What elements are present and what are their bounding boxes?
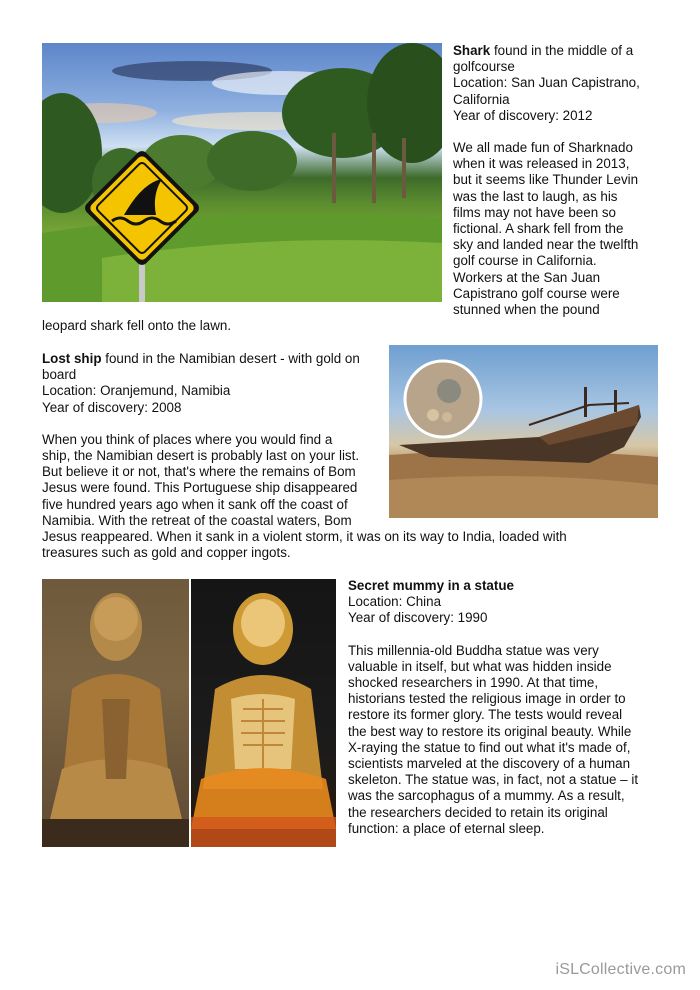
body-line: was the sarcophagus of a mummy. As a result, [348,788,625,804]
body-line: When you think of places where you would find a [42,431,333,447]
body-line: but it seems like Thunder Levin [453,172,639,188]
body-line: films may not have been so [453,204,617,220]
body-line: fictional. A shark fell from the [453,221,624,237]
body-line: function: a place of eternal sleep. [348,820,545,836]
body-line: scientists marveled at the discovery of a human [348,756,631,772]
year-line: Year of discovery: 2012 [453,107,593,123]
section-heading: Lost ship found in the Namibian desert - with gold on [42,351,360,366]
body-line: the researchers decided to retain its original [348,804,608,820]
body-line: Workers at the San Juan [453,269,601,285]
golf-course-shark-photo [42,43,442,302]
buddha-statue-photo [42,579,189,847]
body-line: Namibia. With the retreat of the coastal waters, Bom [42,512,352,528]
body-line: stunned when the pound [453,302,600,318]
body-line: restore its former glory. The tests would reveal [348,707,623,723]
body-line: was the last to laugh, as his [453,188,618,204]
body-line: the best way to restore its original beauty. While [348,723,632,739]
xray-mummy-photo [191,579,336,847]
body-line: sky and landed near the twelfth [453,237,639,253]
year-line: Year of discovery: 1990 [348,610,488,626]
body-line: skeleton. The statue was, in fact, not a statue – it [348,772,639,788]
body-line: treasures such as gold and copper ingots. [42,545,291,561]
body-line: This millennia-old Buddha statue was very [348,642,599,658]
watermark-text: iSLCollective.com [555,960,686,978]
location-line: California [453,91,510,107]
location-line: Location: Oranjemund, Namibia [42,383,231,399]
shark-text-tail: leopard shark fell onto the lawn. [42,318,232,333]
body-line: We all made fun of Sharknado [453,140,633,156]
year-line: Year of discovery: 2008 [42,399,182,415]
heading-bold: Lost ship [42,351,102,366]
body-line: five hundred years ago when it sank off the coast of [42,496,348,512]
section-heading: Shark found in the middle of a [453,43,634,58]
body-line: historians tested the religious image in order to [348,691,626,707]
shark-text-block [453,43,640,318]
body-line: Jesus were found. This Portuguese ship disappeared [42,480,358,496]
body-line: X-raying the statue to find out what it's made of, [348,739,631,755]
body-line: shocked researchers in 1990. At that time, [348,675,599,691]
body-line: Jesus reappeared. When it sank in a violent storm, it was on its way to India, loaded with [42,529,567,545]
heading-bold: Shark [453,43,491,58]
body-line: ship, the Namibian desert is probably last on your list. [42,448,360,464]
heading-line: board [42,367,77,383]
location-line: Location: China [348,594,442,610]
heading-line: golfcourse [453,59,515,75]
location-line: Location: San Juan Capistrano, [453,75,640,91]
body-line: But believe it or not, that's where the remains of Bom [42,464,356,480]
body-line: when it was released in 2013, [453,156,630,172]
body-line: golf course in California. [453,253,597,269]
body-line: Capistrano golf course were [453,285,620,301]
mummy-text-block [348,578,638,837]
section-heading: Secret mummy in a statue [348,578,514,593]
shipwreck-desert-photo [389,345,658,518]
body-line: valuable in itself, but what was hidden inside [348,658,612,674]
